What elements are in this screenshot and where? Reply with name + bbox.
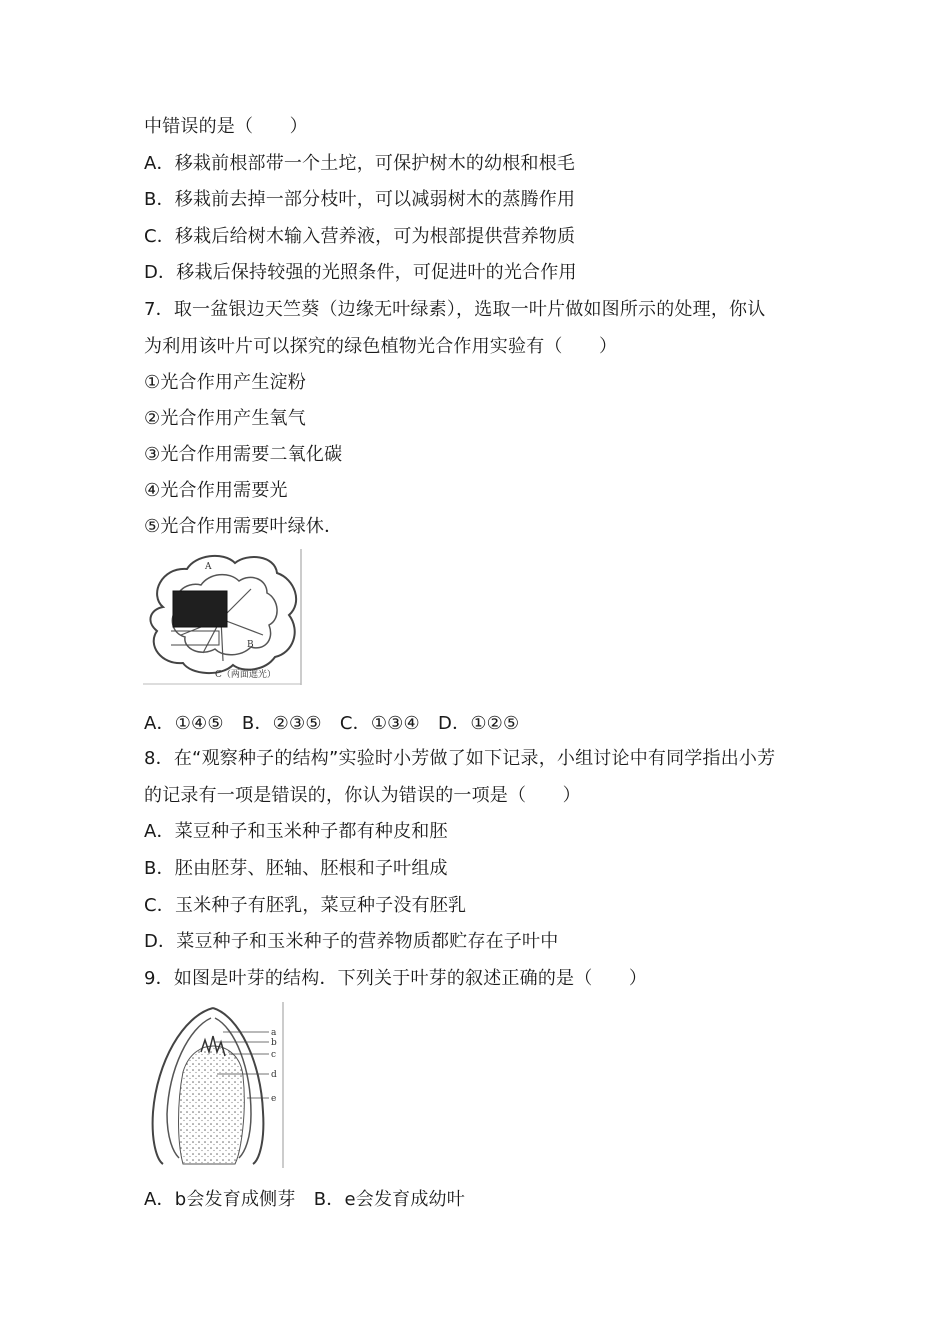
- q6-option-d: D．移栽后保持较强的光照条件，可促进叶的光合作用: [144, 262, 577, 283]
- q7-item-5: ⑤光合作用需要叶绿休．: [144, 516, 343, 537]
- q6-option-b: B．移栽前去掉一部分枝叶，可以减弱树木的蒸腾作用: [144, 189, 576, 210]
- q6-option-a: A．移栽前根部带一个土坨，可保护树木的幼根和根毛: [144, 153, 576, 174]
- q8-option-c: C．玉米种子有胚乳，菜豆种子没有胚乳: [144, 895, 467, 916]
- bud-label-e: e: [271, 1094, 277, 1104]
- q7-stem-line2: 为利用该叶片可以探究的绿色植物光合作用实验有（ ）: [144, 336, 618, 357]
- q7-item-3: ③光合作用需要二氧化碳: [144, 444, 343, 465]
- q9-options: A．b会发育成侧芽 B．e会发育成幼叶: [144, 1189, 465, 1210]
- q7-item-1: ①光合作用产生淀粉: [144, 372, 306, 393]
- q8-option-a: A．菜豆种子和玉米种子都有种皮和胚: [144, 821, 448, 842]
- q7-item-2: ②光合作用产生氧气: [144, 408, 306, 429]
- q8-stem-line1: 8．在“观察种子的结构”实验时小芳做了如下记录，小组讨论中有同学指出小芳: [144, 748, 776, 769]
- q7-stem-line1: 7．取一盆银边天竺葵（边缘无叶绿素），选取一叶片做如图所示的处理，你认: [144, 299, 766, 320]
- leaf-bud-diagram-figure: [143, 1002, 285, 1168]
- q7-item-4: ④光合作用需要光: [144, 480, 288, 501]
- leaf-label-c: C（两面遮光）: [215, 670, 276, 680]
- bud-label-b: b: [271, 1038, 277, 1048]
- q8-option-b: B．胚由胚芽、胚轴、胚根和子叶组成: [144, 858, 448, 879]
- leaf-diagram-figure: [143, 549, 303, 685]
- bud-label-c: c: [271, 1050, 277, 1060]
- q6-option-c: C．移栽后给树木输入营养液，可为根部提供营养物质: [144, 226, 576, 247]
- q6-stem-end: 中错误的是（ ）: [144, 116, 308, 137]
- bud-label-d: d: [271, 1070, 277, 1080]
- leaf-label-b: B: [247, 640, 254, 650]
- bud-label-a: a: [271, 1028, 277, 1038]
- q7-options: A．①④⑤ B．②③⑤ C．①③④ D．①②⑤: [144, 713, 520, 734]
- q8-option-d: D．菜豆种子和玉米种子的营养物质都贮存在子叶中: [144, 931, 559, 952]
- leaf-label-a: A: [205, 562, 212, 572]
- q8-stem-line2: 的记录有一项是错误的，你认为错误的一项是（ ）: [144, 785, 581, 806]
- q9-stem: 9．如图是叶芽的结构．下列关于叶芽的叙述正确的是（ ）: [144, 968, 648, 989]
